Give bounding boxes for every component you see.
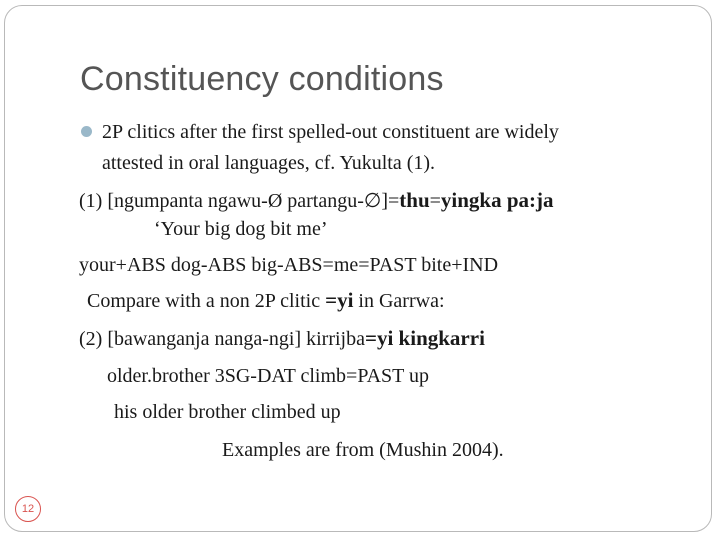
bullet-line-2: attested in oral languages, cf. Yukulta (1). <box>102 152 436 174</box>
clitic-thu: thu <box>399 188 430 212</box>
example-1 <box>79 190 554 211</box>
clitic-yi: =yi <box>325 288 354 312</box>
example-2 <box>79 328 485 349</box>
page-number: 12 <box>21 503 35 515</box>
clitic-yingka: yingka pa:ja <box>440 188 554 212</box>
example-1-translation: ‘Your big dog bit me’ <box>154 218 328 240</box>
example-2-gloss: older.brother 3SG-DAT climb=PAST up <box>107 365 430 387</box>
example-1-equals: = <box>429 190 441 212</box>
example-1-text: (1) [ngumpanta ngawu-Ø partangu-∅]= <box>79 190 400 212</box>
example-2-translation: his older brother climbed up <box>114 401 341 423</box>
compare-text: Compare with a non 2P clitic <box>87 290 326 312</box>
bullet-icon <box>81 126 92 137</box>
example-1-gloss: your+ABS dog-ABS big-ABS=me=PAST bite+IND <box>79 254 499 276</box>
example-2-text: (2) [bawanganja nanga-ngi] kirrijba <box>79 328 365 350</box>
slide-title: Constituency conditions <box>80 60 444 98</box>
compare-text-end: in Garrwa: <box>353 290 445 312</box>
bullet-line-1: 2P clitics after the first spelled-out constituent are widely <box>102 121 559 143</box>
source-citation: Examples are from (Mushin 2004). <box>222 439 504 461</box>
compare-line <box>87 290 445 311</box>
clitic-yi-kingkarri: =yi kingkarri <box>365 326 485 350</box>
